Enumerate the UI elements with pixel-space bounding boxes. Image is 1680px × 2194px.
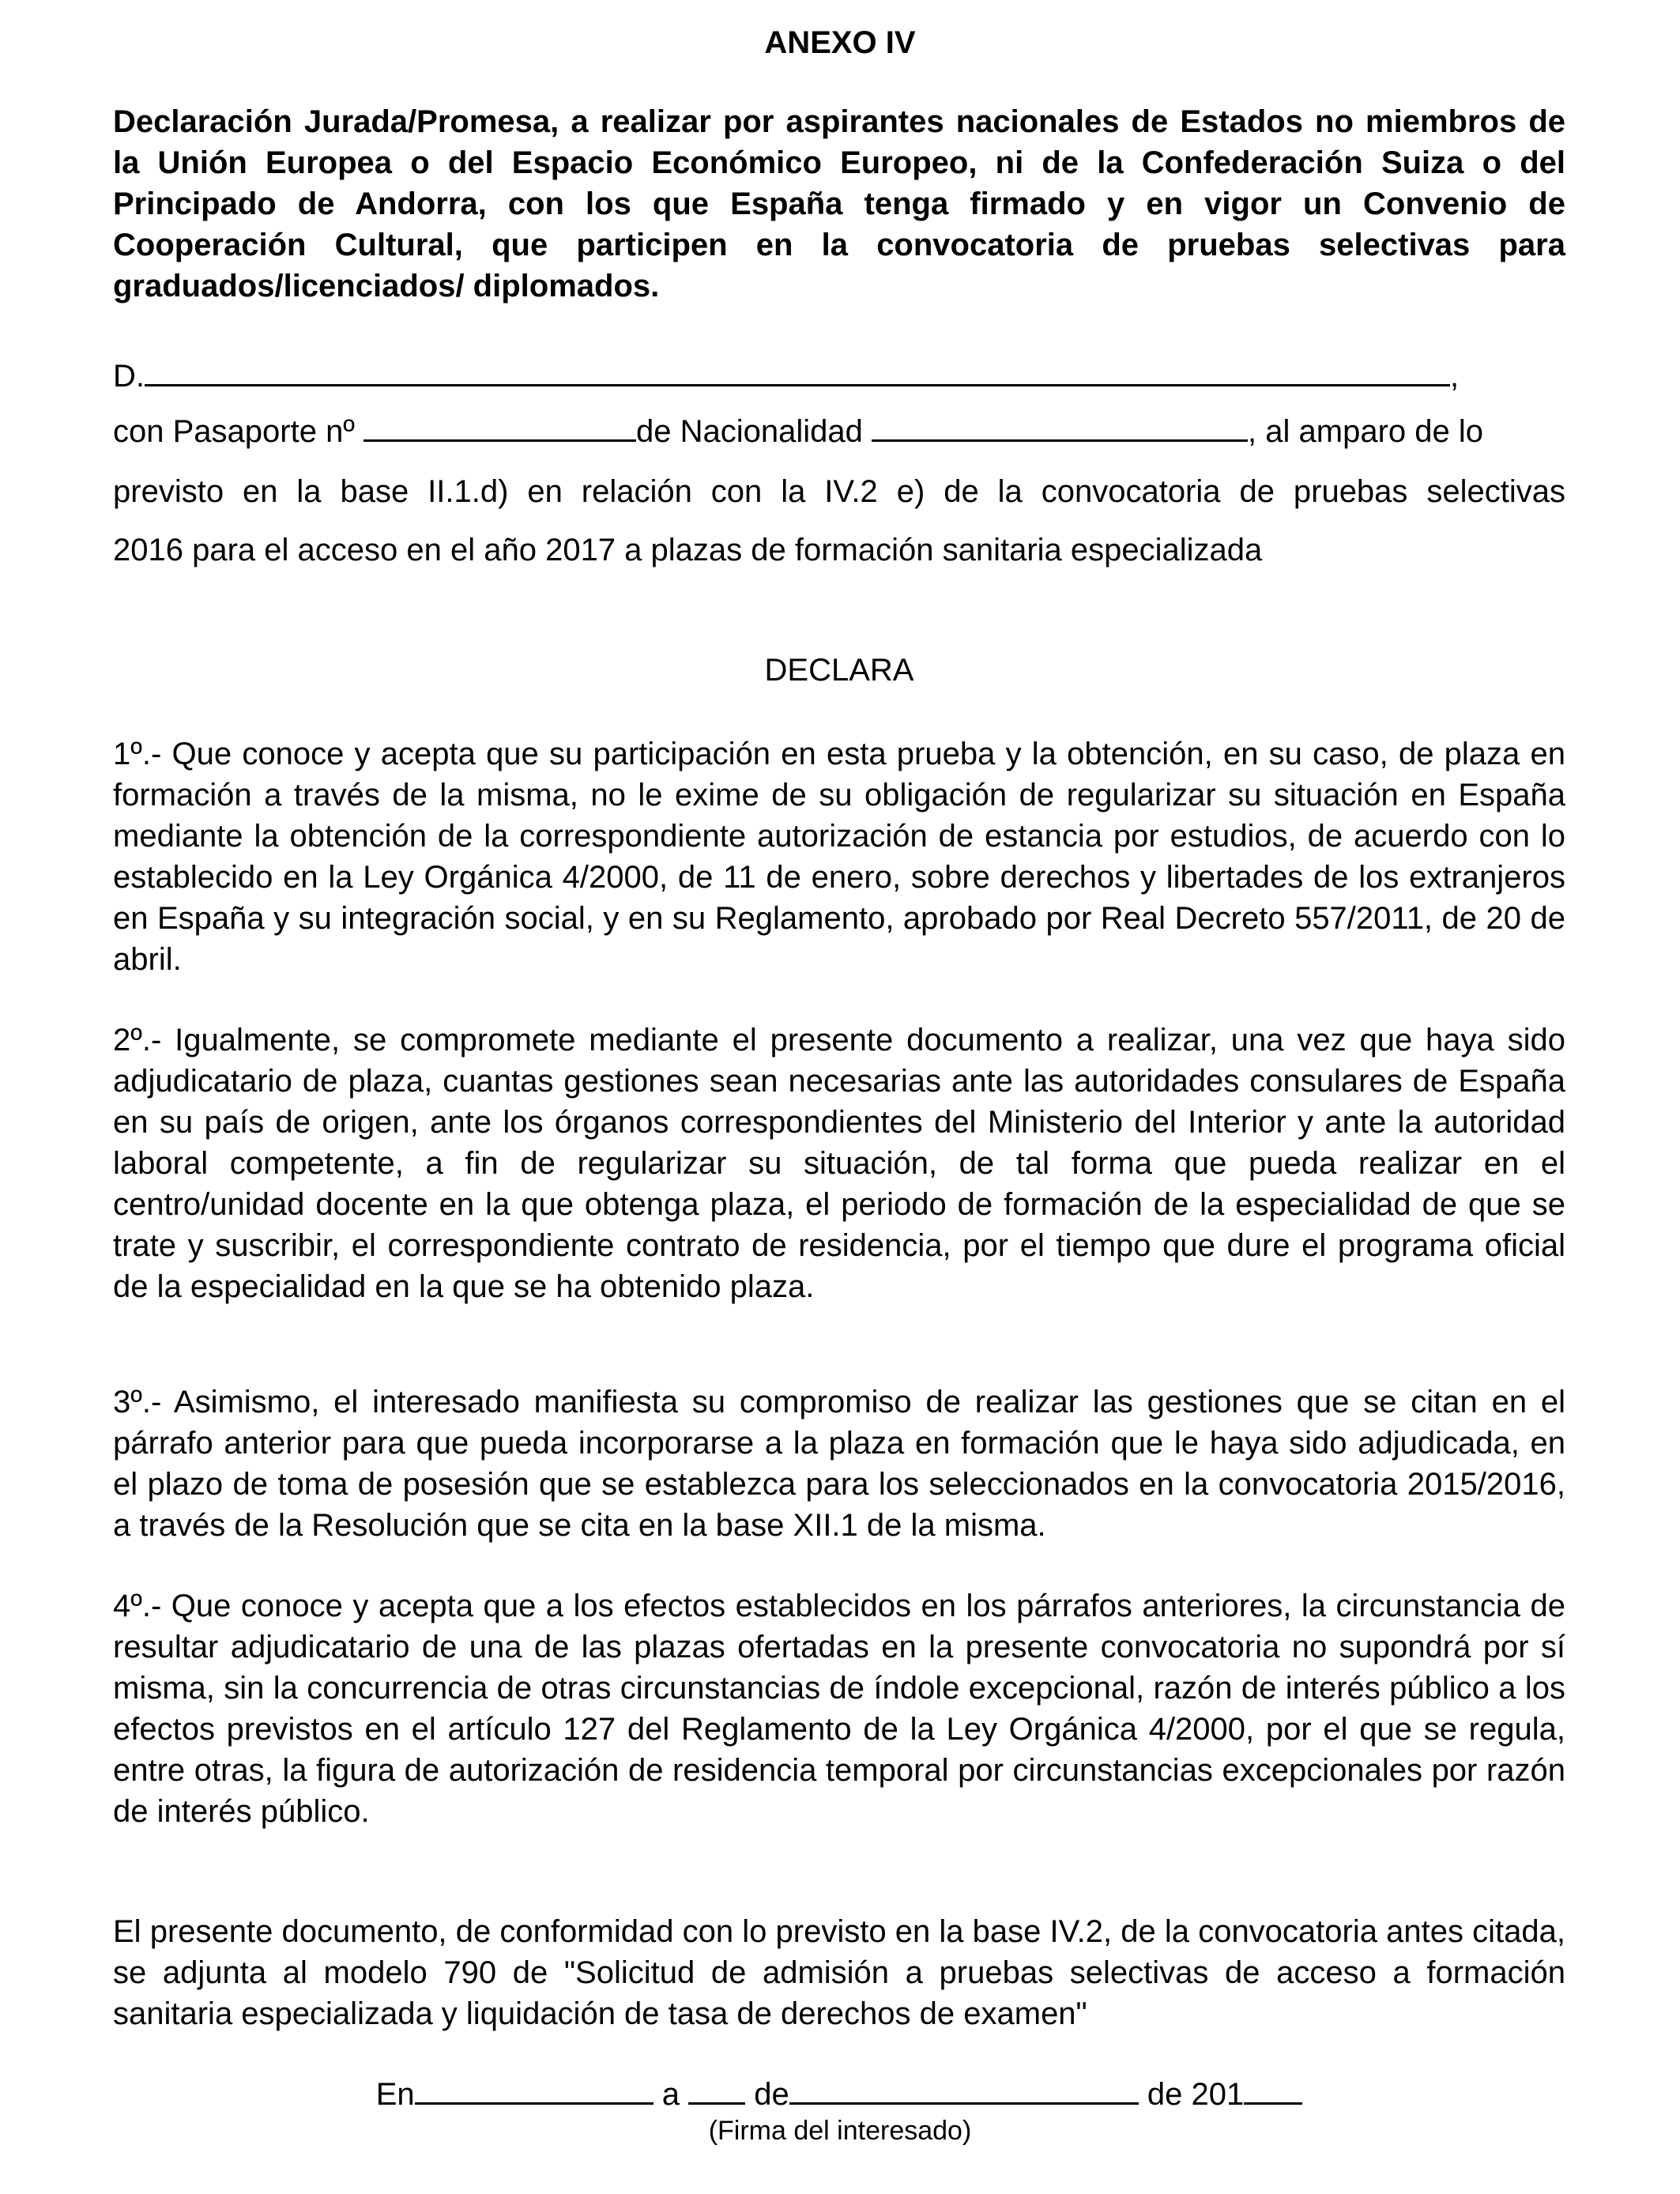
- sig-a: a: [661, 2077, 680, 2112]
- name-blank[interactable]: [145, 354, 1450, 386]
- signature-line: [113, 2072, 1565, 2113]
- day-blank[interactable]: [688, 2072, 745, 2105]
- form-line-2: [113, 473, 1565, 511]
- sig-de: de: [754, 2077, 789, 2112]
- paragraph-3: 3º.- Asimismo, el interesado manifiesta su compromiso de realizar las gestiones que se citan en el párrafo anterior para que pueda incorporarse a la plaza en formación que le haya sido adjudicada, en el plazo de toma de posesión que se establezca para los seleccionados en la convocatoria 2015/2016, a través de la Resolución que se cita en la base XII.1 de la misma.: [113, 1385, 1565, 1543]
- name-line: [113, 354, 1565, 395]
- passport-blank[interactable]: [363, 409, 636, 442]
- paragraph-5: El presente documento, de conformidad con lo previsto en la base IV.2, de la convocatoria antes citada, se adjunta al modelo 790 de "Solicitud de admisión a pruebas selectivas de acceso a formación sanitaria especializada y liquidación de tasa de derechos de examen": [113, 1914, 1565, 2031]
- signature-caption: (Firma del interesado): [708, 2116, 972, 2146]
- amparo-text: , al amparo de lo: [1248, 414, 1483, 449]
- nationality-blank[interactable]: [872, 409, 1248, 442]
- passport-line: [113, 409, 1565, 450]
- paragraph-4: 4º.- Que conoce y acepta que a los efectos establecidos en los párrafos anteriores, la circunstancia de resultar adjudicatario de una de las plazas ofertadas en la presente convocatoria no supondrá por sí misma, sin la concurrencia de otras circunstancias de índole excepcional, razón de interés público a los efectos previstos en el artículo 127 del Reglamento de la Ley Orgánica 4/2000, por el que se regula, entre otras, la figura de autorización de residencia temporal por circunstancias excepcionales por razón de interés público.: [113, 1589, 1565, 1829]
- declara-heading: DECLARA: [764, 653, 914, 688]
- sig-en: En: [375, 2077, 415, 2112]
- nationality-label: de Nacionalidad: [636, 414, 863, 449]
- sig-de-201: de 201: [1147, 2077, 1245, 2112]
- annex-title: ANEXO IV: [764, 25, 916, 60]
- form-line-3: 2016 para el acceso en el año 2017 a plazas de formación sanitaria especializada: [113, 533, 1263, 567]
- declaration-heading: Declaración Jurada/Promesa, a realizar por aspirantes nacionales de Estados no miembros de la Unión Europea o del Espacio Económico Europeo, ni de la Confederación Suiza o del Principado de Andorra, con los que España tenga firmado y en vigor un Convenio de Cooperación Cultural, que participen en la convocatoria de pruebas selectivas para graduados/licenciados/ diplomados.: [113, 104, 1565, 303]
- year-blank[interactable]: [1244, 2072, 1302, 2105]
- month-blank[interactable]: [789, 2072, 1139, 2105]
- d-prefix: D.: [113, 359, 145, 394]
- paragraph-2: 2º.- Igualmente, se compromete mediante el presente documento a realizar, una vez que haya sido adjudicatario de plaza, cuantas gestiones sean necesarias ante las autoridades consulares de España en su país de origen, ante los órganos correspondientes del Ministerio del Interior y ante la autoridad laboral competente, a fin de regularizar su situación, de tal forma que pueda realizar en el centro/unidad docente en la que obtenga plaza, el periodo de formación de la especialidad de que se trate y suscribir, el correspondiente contrato de residencia, por el tiempo que dure el programa oficial de la especialidad en la que se ha obtenido plaza.: [113, 1023, 1565, 1304]
- passport-label: con Pasaporte nº: [113, 414, 355, 449]
- form-line-2-text: previsto en la base II.1.d) en relación con la IV.2 e) de la convocatoria de pruebas selectivas: [113, 474, 1565, 509]
- place-blank[interactable]: [415, 2072, 654, 2105]
- d-suffix: ,: [1450, 359, 1460, 394]
- paragraph-1: 1º.- Que conoce y acepta que su participación en esta prueba y la obtención, en su caso, de plaza en formación a través de la misma, no le exime de su obligación de regularizar su situación en España mediante la obtención de la correspondiente autorización de estancia por estudios, de acuerdo con lo establecido en la Ley Orgánica 4/2000, de 11 de enero, sobre derechos y libertades de los extranjeros en España y su integración social, y en su Reglamento, aprobado por Real Decreto 557/2011, de 20 de abril.: [113, 737, 1565, 977]
